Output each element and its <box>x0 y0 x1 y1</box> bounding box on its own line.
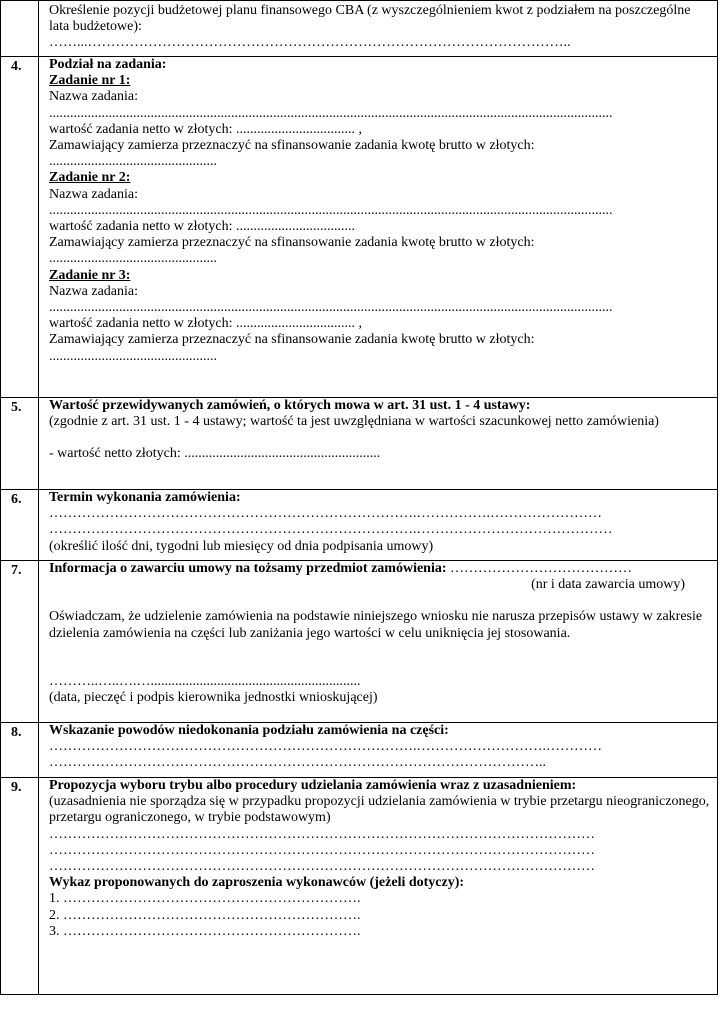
task-net-value-line[interactable]: wartość zadania netto w złotych: .................................. , <box>49 316 362 332</box>
row-number: 5. <box>1 398 39 490</box>
prior-contract-field[interactable]: ………………………………… <box>450 561 633 576</box>
task-gross-label: Zamawiający zamierza przeznaczyć na sfinansowanie zadania kwotę brutto w złotych: <box>49 332 535 348</box>
task-gross-label: Zamawiający zamierza przeznaczyć na sfinansowanie zadania kwotę brutto w złotych: <box>49 235 535 251</box>
task-split-title: Podział na zadania: <box>49 57 167 72</box>
completion-date-field-1[interactable]: …………………………………………………………………….…………….…………………… <box>49 506 602 522</box>
expected-orders-cell <box>39 398 718 490</box>
task-net-value-line[interactable]: wartość zadania netto w złotych: .................................. , <box>49 121 362 137</box>
task-name-label: Nazwa zadania: <box>49 89 138 105</box>
completion-date-title: Termin wykonania zamówienia: <box>49 490 241 505</box>
signature-label: (data, pieczęć i podpis kierownika jednostki wnioskującej) <box>49 690 378 706</box>
row-number: 7. <box>1 561 39 723</box>
task-name-field[interactable]: ................................................................................................................................................................. <box>49 300 613 316</box>
budget-position-dots: ……...………………………………………………………………………………………….. <box>49 35 571 51</box>
task-name-label: Nazwa zadania: <box>49 283 138 299</box>
completion-date-note: (określić ilość dni, tygodni lub miesięcy od dnia podpisania umowy) <box>49 538 434 554</box>
task-gross-field[interactable]: ................................................ <box>49 154 217 170</box>
row-number: 8. <box>1 723 39 778</box>
task-gross-field[interactable]: ................................................ <box>49 348 217 364</box>
row-5-expected-orders <box>1 398 718 490</box>
task-heading: Zadanie nr 1: <box>49 73 131 89</box>
procedure-proposal-field-3[interactable]: ……………………………………………………………………………………………………… <box>49 859 595 875</box>
row-6-completion-date <box>1 490 718 561</box>
prior-contract-title: Informacja o zawarciu umowy na tożsamy przedmiot zamówienia: <box>49 561 447 576</box>
row-number: 6. <box>1 490 39 561</box>
completion-date-cell <box>39 490 718 561</box>
task-gross-field[interactable]: ................................................ <box>49 251 217 267</box>
no-split-reasons-title: Wskazanie powodów niedokonania podziału zamówienia na części: <box>49 723 449 738</box>
procedure-proposal-field-2[interactable]: ……………………………………………………………………………………………………… <box>49 842 595 858</box>
prior-contract-cell <box>39 561 718 723</box>
task-gross-label: Zamawiający zamierza przeznaczyć na sfinansowanie zadania kwotę brutto w złotych: <box>49 138 535 154</box>
procedure-proposal-note: (uzasadnienia nie sporządza się w przypadku propozycji udzielania zamówienia w trybie przetargu nieograniczonego, przetargu ograniczonego, w trybie podstawowym) <box>49 794 710 826</box>
task-net-value-line[interactable]: wartość zadania netto w złotych: .................................. <box>49 219 355 235</box>
division-statement: Oświadczam, że udzielenie zamówienia na podstawie niniejszego wniosku nie narusza przepisów ustawy w zakresie dzielenia zamówienia na części lub zaniżania jego wartości w celu uniknięcia jej stosowania. <box>49 609 703 641</box>
contractors-list-title: Wykaz proponowanych do zaproszenia wykonawców (jeżeli dotyczy): <box>49 875 465 891</box>
row-budget-position <box>1 1 718 57</box>
task-name-field[interactable]: ................................................................................................................................................................. <box>49 202 613 218</box>
completion-date-field-2[interactable]: …………………………………………………………………….…………………………………… <box>49 522 613 538</box>
no-split-reasons-cell <box>39 723 718 778</box>
task-block-1 <box>49 73 713 170</box>
signature-field[interactable]: ………..…..….…............................................................ <box>49 673 361 689</box>
expected-orders-title: Wartość przewidywanych zamówień, o których mowa w art. 31 ust. 1 - 4 ustawy: <box>49 398 531 413</box>
procedure-proposal-field-1[interactable]: ……………………………………………………………………………………………………… <box>49 826 595 842</box>
prior-contract-sub: (nr i data zawarcia umowy) <box>531 577 685 593</box>
row-9-procedure-proposal <box>1 778 718 995</box>
row-number: 4. <box>1 57 39 398</box>
task-block-3 <box>49 268 713 365</box>
expected-orders-note: (zgodnie z art. 31 ust. 1 - 4 ustawy; wartość ta jest uwzględniana w wartości szacunkowej netto zamówienia) <box>49 414 659 430</box>
prior-contract-title-line <box>49 561 713 577</box>
contractor-item-1[interactable]: 1. ………………………………………………………. <box>49 891 361 907</box>
no-split-reasons-field-1[interactable]: …………………………………………………………………….……………………….………… <box>49 739 602 755</box>
row-number: 9. <box>1 778 39 995</box>
task-split-cell <box>39 57 718 398</box>
no-split-reasons-field-2[interactable]: …………………………………………………………………………………………….. <box>49 755 546 771</box>
procedure-proposal-cell <box>39 778 718 995</box>
budget-position-text: Określenie pozycji budżetowej planu finansowego CBA (z wyszczególnieniem kwot z podziałem na poszczególne lata budżetowe): <box>49 3 691 35</box>
row-number-empty <box>1 1 39 57</box>
contractor-item-2[interactable]: 2. ………………………………………………………. <box>49 907 361 923</box>
procedure-proposal-title: Propozycja wyboru trybu albo procedury udzielania zamówienia wraz z uzasadnieniem: <box>49 778 577 793</box>
task-name-label: Nazwa zadania: <box>49 186 138 202</box>
budget-position-cell <box>39 1 718 57</box>
task-heading: Zadanie nr 2: <box>49 170 131 186</box>
task-heading: Zadanie nr 3: <box>49 267 131 283</box>
row-7-prior-contract <box>1 561 718 723</box>
task-block-2 <box>49 170 713 267</box>
row-4-task-split <box>1 57 718 398</box>
row-8-no-split-reasons <box>1 723 718 778</box>
contractor-item-3[interactable]: 3. ………………………………………………………. <box>49 923 361 939</box>
task-name-field[interactable]: ................................................................................................................................................................. <box>49 105 613 121</box>
expected-orders-net-value[interactable]: - wartość netto złotych: ........................................................ <box>49 446 381 462</box>
